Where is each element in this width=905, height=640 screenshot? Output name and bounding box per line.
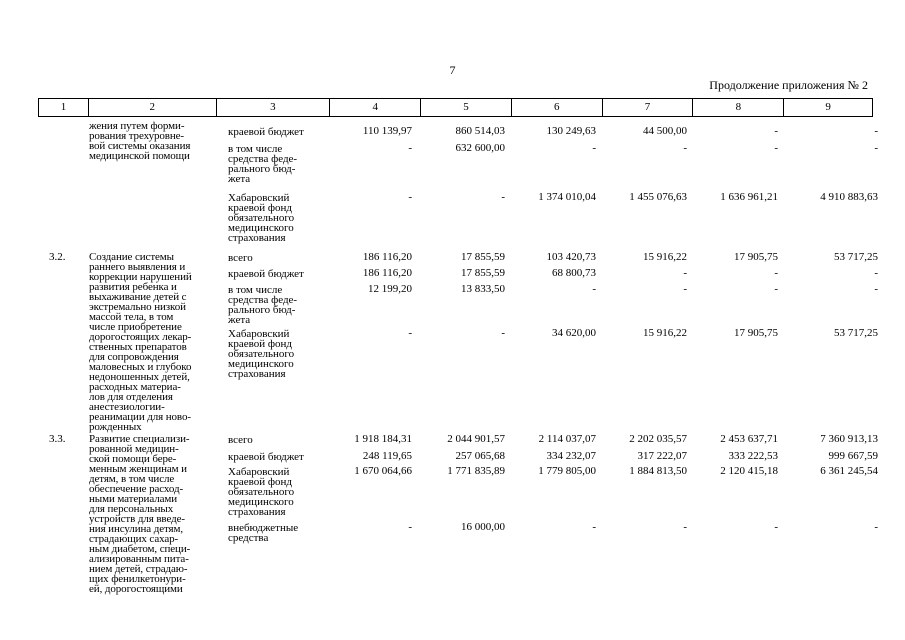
value-cell: 257 065,68 [455,450,505,462]
value-cell: 186 116,20 [362,267,412,279]
value-cell: - [874,267,878,279]
value-cell: - [592,283,596,295]
header-cell: 2 [89,99,217,116]
row-number: 3.3. [49,433,66,445]
value-cell: - [874,283,878,295]
value-cell: 6 361 245,54 [820,465,878,477]
funding-source: внебюджетные средства [228,522,299,544]
value-cell: 1 771 835,89 [447,465,505,477]
value-cell: 1 884 813,50 [629,465,687,477]
value-cell: 1 374 010,04 [538,191,596,203]
value-cell: 2 044 901,57 [447,433,505,445]
row-description: Развитие специализи- рованной медицин- ской помощи бере- менным женщинам и детям, в том числе обеспечение расход- ными материалами для персональных устройств для введе- ния инсулина детям, страдающих сахар- ным диабетом, специ- ализированным пита- нием детей, страдаю- щих фенилкетонури- ей, дорогостоящими [89,433,191,595]
value-cell: - [683,283,687,295]
value-cell: 333 222,53 [728,450,778,462]
value-cell: 17 905,75 [734,251,778,263]
value-cell: - [592,142,596,154]
value-cell: 2 202 035,57 [629,433,687,445]
value-cell: - [774,125,778,137]
value-cell: 1 779 805,00 [538,465,596,477]
value-cell: 2 453 637,71 [720,433,778,445]
value-cell: 53 717,25 [834,327,878,339]
row-description: Создание системы раннего выявления и коррекции нарушений развития ребенка и выхаживание детей с экстремально низкой массой тела, в том числе приобретение дорогостоящих лекар- ственных препаратов для сопровождения маловесных и глубоко недоношенных детей, расходных материа- лов для отделения анестезиологии- реанимации для ново- рожденных [89,251,192,433]
value-cell: - [408,142,412,154]
funding-source: Хабаровский краевой фонд обязательного медицинского страхования [228,192,295,244]
value-cell: 4 910 883,63 [820,191,878,203]
value-cell: 110 139,97 [362,125,412,137]
value-cell: 130 249,63 [546,125,596,137]
value-cell: - [774,521,778,533]
value-cell: 334 232,07 [546,450,596,462]
funding-source: в том числе средства феде- рального бюд- жета [228,143,298,185]
value-cell: 34 620,00 [552,327,596,339]
funding-source: краевой бюджет [228,126,304,138]
value-cell: 17 855,59 [461,267,505,279]
continuation-note: Продолжение приложения № 2 [709,78,868,92]
value-cell: 1 670 064,66 [354,465,412,477]
value-cell: - [774,283,778,295]
value-cell: 317 222,07 [637,450,687,462]
page-number: 7 [449,63,456,77]
value-cell: 860 514,03 [455,125,505,137]
row-description: жения путем форми- рования трехуровне- вой системы оказания медицинской помощи [89,120,191,162]
value-cell: - [501,191,505,203]
value-cell: - [874,521,878,533]
funding-source: краевой бюджет [228,451,304,463]
header-cell: 6 [512,99,603,116]
value-cell: 15 916,22 [643,251,687,263]
value-cell: 1 636 961,21 [720,191,778,203]
value-cell: 2 114 037,07 [538,433,596,445]
value-cell: - [408,327,412,339]
header-cell: 7 [603,99,694,116]
value-cell: - [592,521,596,533]
value-cell: - [774,267,778,279]
value-cell: 1 455 076,63 [629,191,687,203]
header-cell: 3 [217,99,331,116]
value-cell: 15 916,22 [643,327,687,339]
funding-source: в том числе средства феде- рального бюд- жета [228,284,298,326]
value-cell: 68 800,73 [552,267,596,279]
row-number: 3.2. [49,251,66,263]
header-cell: 4 [330,99,421,116]
value-cell: 17 855,59 [461,251,505,263]
value-cell: 13 833,50 [461,283,505,295]
value-cell: - [408,191,412,203]
value-cell: - [874,125,878,137]
table-header [38,98,873,117]
header-cell: 8 [693,99,784,116]
value-cell: - [683,521,687,533]
value-cell: - [408,521,412,533]
value-cell: - [501,327,505,339]
value-cell: 12 199,20 [368,283,412,295]
value-cell: 1 918 184,31 [354,433,412,445]
header-cell: 5 [421,99,512,116]
value-cell: 17 905,75 [734,327,778,339]
value-cell: - [774,142,778,154]
value-cell: - [874,142,878,154]
funding-source: Хабаровский краевой фонд обязательного медицинского страхования [228,328,295,380]
value-cell: 632 600,00 [455,142,505,154]
value-cell: 7 360 913,13 [820,433,878,445]
funding-source: всего [228,434,253,446]
funding-source: Хабаровский краевой фонд обязательного медицинского страхования [228,466,295,518]
value-cell: - [683,142,687,154]
value-cell: 999 667,59 [828,450,878,462]
value-cell: 53 717,25 [834,251,878,263]
header-cell: 9 [825,101,831,113]
value-cell: 2 120 415,18 [720,465,778,477]
funding-source: всего [228,252,253,264]
header-cell: 1 [39,99,89,116]
value-cell: 16 000,00 [461,521,505,533]
value-cell: 103 420,73 [546,251,596,263]
value-cell: - [683,267,687,279]
value-cell: 248 119,65 [362,450,412,462]
value-cell: 44 500,00 [643,125,687,137]
value-cell: 186 116,20 [362,251,412,263]
funding-source: краевой бюджет [228,268,304,280]
